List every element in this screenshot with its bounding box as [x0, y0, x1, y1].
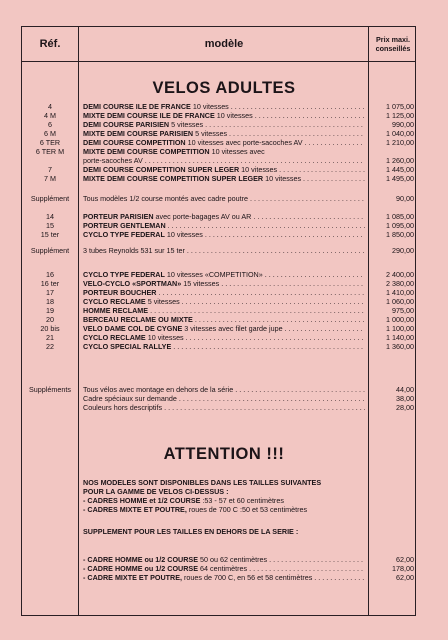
row-model-details: 10 vitesses: [145, 333, 184, 342]
row-description: [83, 279, 365, 288]
model-row: [22, 156, 417, 165]
row-ref: 17: [46, 288, 54, 297]
model-row: [22, 315, 417, 324]
row-description: [83, 306, 365, 315]
row-description: [83, 270, 365, 279]
row-description: [83, 403, 365, 412]
row-description: [83, 147, 365, 156]
row-model-name: DEMI COURSE PARISIEN: [83, 120, 170, 129]
notice-line: [83, 487, 365, 496]
row-price: 1 040,00: [386, 129, 414, 138]
row-ref: 7: [48, 165, 52, 174]
row-price: 178,00: [392, 564, 414, 573]
row-price: 290,00: [392, 246, 414, 255]
row-model-name: CYCLO TYPE FEDERAL: [83, 270, 165, 279]
row-model-name: CYCLO SPECIAL RALLYE: [83, 342, 172, 351]
row-model-name: VELO-CYCLO «SPORTMAN»: [83, 279, 182, 288]
row-model-name: PORTEUR BOUCHER: [83, 288, 157, 297]
model-row: [22, 221, 417, 230]
model-row: [22, 403, 417, 412]
row-description: [83, 564, 365, 573]
header-price-line2: conseillés: [375, 44, 411, 53]
model-row: [22, 342, 417, 351]
header-model: modèle: [204, 38, 244, 50]
model-row: [22, 306, 417, 315]
row-ref: 15 ter: [40, 230, 60, 239]
row-description: [83, 385, 365, 394]
row-model-details: 10 vitesses: [263, 174, 302, 183]
notice-detail-text: roues de 700 C :50 et 53 centimètres: [186, 505, 308, 514]
row-model-details: Tous vélos avec montage en dehors de la série: [83, 385, 234, 394]
row-description: [83, 212, 365, 221]
row-price: 1 260,00: [386, 156, 414, 165]
row-model-details: porte-sacoches AV: [83, 156, 143, 165]
row-model-name: CYCLO TYPE FEDERAL: [83, 230, 165, 239]
row-ref: 4 M: [44, 111, 56, 120]
notice-detail-text: :53 - 57 et 60 centimètres: [200, 496, 284, 505]
row-price: 1 075,00: [386, 102, 414, 111]
section-title-velos-adultes: VELOS ADULTES: [152, 79, 296, 97]
row-ref: 21: [46, 333, 54, 342]
row-ref: 4: [48, 102, 52, 111]
row-description: [83, 102, 365, 111]
row-size-details: roues de 700 C, en 56 et 58 centimètres: [182, 573, 313, 582]
model-row: [22, 333, 417, 342]
row-model-details: 10 vitesses: [164, 230, 203, 239]
notice-bold-text: - CADRES HOMME et 1/2 COURSE: [83, 496, 201, 505]
row-price: 62,00: [396, 573, 414, 582]
row-description: [83, 138, 365, 147]
header-ref: Réf.: [39, 38, 61, 50]
notice-line: [83, 527, 365, 536]
row-price: 1 125,00: [386, 111, 414, 120]
row-description: [83, 120, 365, 129]
row-description: [83, 174, 365, 183]
price-list-sheet: [21, 26, 416, 616]
row-price: 1 060,00: [386, 297, 414, 306]
row-description: [83, 297, 365, 306]
row-model-name: VELO DAME COL DE CYGNE: [83, 324, 183, 333]
row-model-details: 10 vitesses: [239, 165, 278, 174]
row-ref: 16 ter: [40, 279, 60, 288]
model-row: [22, 288, 417, 297]
row-size-name: - CADRE HOMME ou 1/2 COURSE: [83, 564, 199, 573]
row-description: [83, 315, 365, 324]
row-model-details: 10 vitesses avec: [209, 147, 265, 156]
row-price: 38,00: [396, 394, 414, 403]
row-price: 2 380,00: [386, 279, 414, 288]
row-model-details: 5 vitesses: [193, 129, 228, 138]
row-model-details: 10 vitesses avec porte-sacoches AV: [185, 138, 303, 147]
row-description: [83, 288, 365, 297]
size-supplement-row: [22, 573, 417, 582]
row-model-name: MIXTE DEMI COURSE COMPETITION SUPER LEGER: [83, 174, 264, 183]
model-row: [22, 385, 417, 394]
row-price: 62,00: [396, 555, 414, 564]
row-size-details: 50 ou 62 centimètres: [198, 555, 268, 564]
row-price: 1 410,00: [386, 288, 414, 297]
row-price: 975,00: [392, 306, 414, 315]
row-description: [83, 165, 365, 174]
model-row: [22, 279, 417, 288]
notice-line: [83, 505, 365, 514]
row-price: 28,00: [396, 403, 414, 412]
row-model-details: Tous modèles 1/2 course montés avec cadre poutre: [83, 194, 249, 203]
row-model-details: Couleurs hors descriptifs: [83, 403, 163, 412]
model-row: [22, 111, 417, 120]
row-ref: 16: [46, 270, 54, 279]
model-row: [22, 102, 417, 111]
row-model-name: CYCLO RECLAME: [83, 297, 146, 306]
model-row: [22, 194, 417, 203]
row-price: 1 210,00: [386, 138, 414, 147]
row-description: [83, 194, 365, 203]
row-description: [83, 333, 365, 342]
model-row: [22, 174, 417, 183]
row-model-name: PORTEUR GENTLEMAN: [83, 221, 166, 230]
row-ref: 20 bis: [40, 324, 60, 333]
row-model-details: 3 vitesses avec filet garde jupe: [182, 324, 283, 333]
row-ref: Suppléments: [29, 385, 71, 394]
row-ref: Supplément: [30, 194, 70, 203]
row-size-name: - CADRE MIXTE ET POUTRE,: [83, 573, 183, 582]
row-model-name: MIXTE DEMI COURSE ILE DE FRANCE: [83, 111, 215, 120]
row-price: 90,00: [396, 194, 414, 203]
row-ref: 15: [46, 221, 54, 230]
row-size-details: 64 centimètres: [198, 564, 248, 573]
row-model-details: 3 tubes Reynolds 531 sur 15 ter: [83, 246, 185, 255]
row-price: 1 100,00: [386, 324, 414, 333]
row-description: [83, 156, 365, 165]
model-row: [22, 230, 417, 239]
row-price: 2 400,00: [386, 270, 414, 279]
row-price: 1 850,00: [386, 230, 414, 239]
model-row: [22, 147, 417, 156]
row-description: [83, 394, 365, 403]
row-model-details: 5 vitesses: [145, 297, 180, 306]
row-description: [83, 221, 365, 230]
row-price: 1 360,00: [386, 342, 414, 351]
row-model-name: DEMI COURSE COMPETITION SUPER LEGER: [83, 165, 240, 174]
row-description: [83, 324, 365, 333]
row-ref: 6 TER M: [35, 147, 65, 156]
row-model-details: 10 vitesses «COMPETITION»: [164, 270, 263, 279]
row-ref: 22: [46, 342, 54, 351]
row-model-details: Cadre spéciaux sur demande: [83, 394, 177, 403]
row-ref: Supplément: [30, 246, 70, 255]
row-model-name: PORTEUR PARISIEN: [83, 212, 154, 221]
row-model-name: CYCLO RECLAME: [83, 333, 146, 342]
model-row: [22, 246, 417, 255]
model-row: [22, 212, 417, 221]
row-model-name: MIXTE DEMI COURSE PARISIEN: [83, 129, 194, 138]
model-row: [22, 270, 417, 279]
header-price: [369, 27, 417, 61]
size-supplement-row: [22, 564, 417, 573]
row-ref: 7 M: [44, 174, 56, 183]
row-model-details: avec porte-bagages AV ou AR: [153, 212, 252, 221]
row-model-name: DEMI COURSE ILE DE FRANCE: [83, 102, 191, 111]
model-row: [22, 394, 417, 403]
row-price: 990,00: [392, 120, 414, 129]
row-price: 1 000,00: [386, 315, 414, 324]
row-model-name: BERCEAU RECLAME OU MIXTE: [83, 315, 193, 324]
row-model-name: HOMME RECLAME: [83, 306, 149, 315]
row-size-name: - CADRE HOMME ou 1/2 COURSE: [83, 555, 199, 564]
row-ref: 6 TER: [39, 138, 61, 147]
row-model-name: MIXTE DEMI COURSE COMPETITION: [83, 147, 210, 156]
model-row: [22, 165, 417, 174]
row-ref: 18: [46, 297, 54, 306]
row-price: 1 495,00: [386, 174, 414, 183]
row-description: [83, 246, 365, 255]
row-ref: 20: [46, 315, 54, 324]
section-title-attention: ATTENTION !!!: [163, 445, 285, 463]
row-ref: 6 M: [44, 129, 56, 138]
row-ref: 6: [48, 120, 52, 129]
row-model-details: 15 vitesses: [181, 279, 220, 288]
model-row: [22, 297, 417, 306]
notice-bold-text: POUR LA GAMME DE VELOS CI-DESSUS :: [83, 487, 229, 496]
row-price: 1 140,00: [386, 333, 414, 342]
row-price: 1 095,00: [386, 221, 414, 230]
notice-line: [83, 478, 365, 487]
size-supplement-row: [22, 555, 417, 564]
model-row: [22, 138, 417, 147]
row-description: [83, 342, 365, 351]
row-model-details: 10 vitesses: [214, 111, 253, 120]
notice-bold-text: - CADRES MIXTE ET POUTRE,: [83, 505, 187, 514]
row-description: [83, 555, 365, 564]
row-model-details: 5 vitesses: [169, 120, 204, 129]
row-ref: 14: [46, 212, 54, 221]
row-description: [83, 129, 365, 138]
row-description: [83, 230, 365, 239]
row-model-name: DEMI COURSE COMPETITION: [83, 138, 186, 147]
model-row: [22, 120, 417, 129]
model-row: [22, 129, 417, 138]
row-model-details: 10 vitesses: [190, 102, 229, 111]
row-price: 44,00: [396, 385, 414, 394]
row-ref: 19: [46, 306, 54, 315]
model-row: [22, 324, 417, 333]
notice-line: [83, 496, 365, 505]
row-price: 1 085,00: [386, 212, 414, 221]
notice-bold-text: SUPPLEMENT POUR LES TAILLES EN DEHORS DE LA SERIE :: [83, 527, 299, 536]
header-divider: [22, 61, 415, 62]
row-description: [83, 111, 365, 120]
row-description: [83, 573, 365, 582]
row-price: 1 445,00: [386, 165, 414, 174]
header-price-line1: Prix maxi.: [376, 35, 410, 44]
notice-bold-text: NOS MODELES SONT DISPONIBLES DANS LES TAILLES SUIVANTES: [83, 478, 322, 487]
